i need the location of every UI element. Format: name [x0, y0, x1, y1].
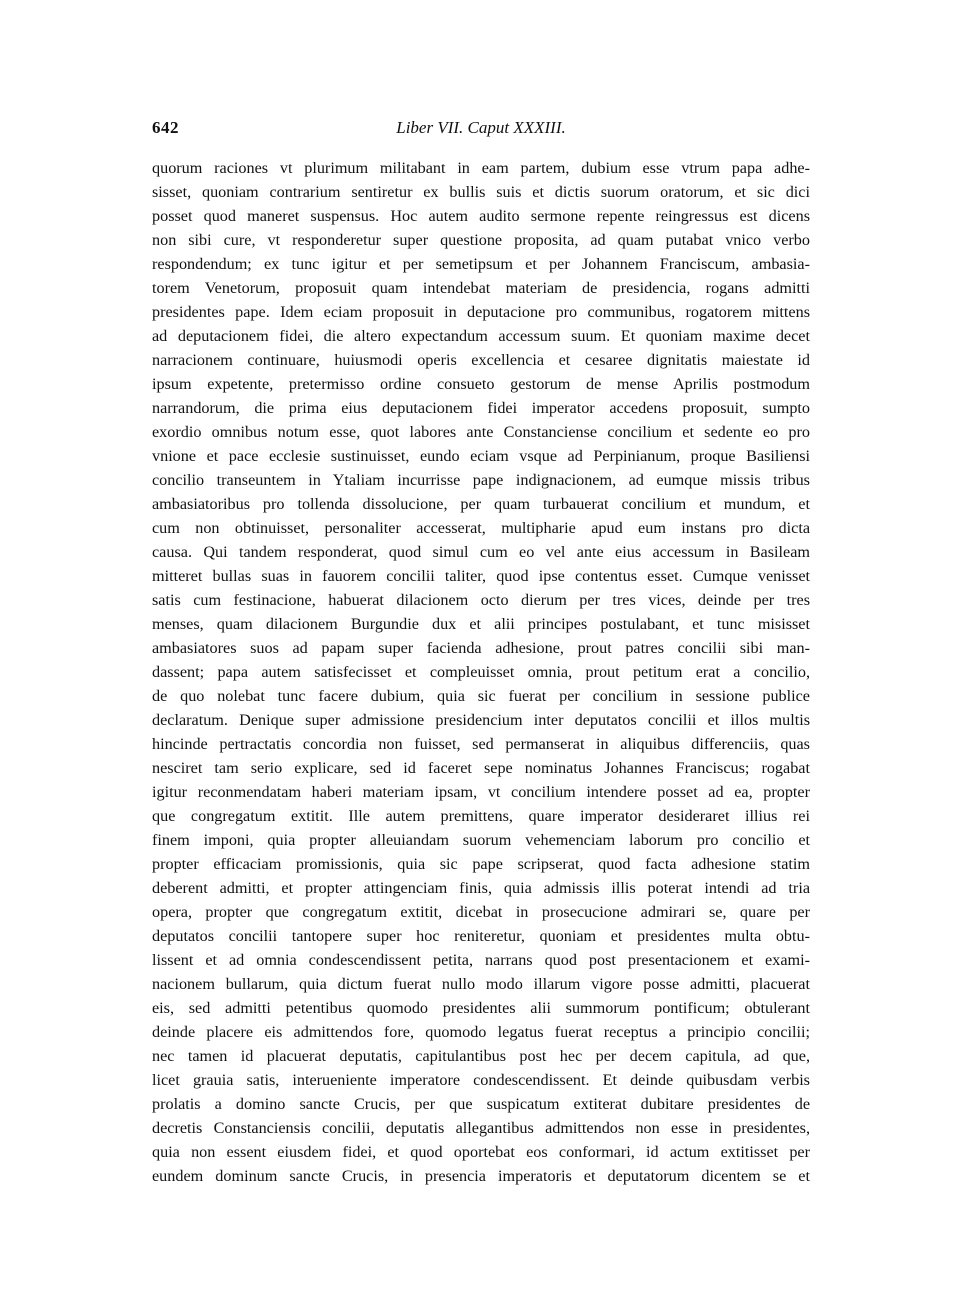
text-line: ambasiatores suos ad papam super facienda adhesione, prout patres concilii sibi man-	[152, 639, 810, 657]
text-line: igitur reconmendatam haberi materiam ipsam, vt concilium intendere posset ad ea, propter	[152, 783, 810, 801]
text-line: mitteret bullas suas in fauorem concilii taliter, quod ipse contentus esset. Cumque venisset	[152, 567, 810, 585]
text-line: ambasiatoribus pro tollenda dissolucione, per quam turbauerat concilium et mundum, et	[152, 495, 810, 513]
text-line: decretis Constanciensis concilii, deputatis allegantibus admittendos non esse in presidentes,	[152, 1119, 810, 1137]
text-line: exordio omnibus notum esse, quot labores ante Constanciense concilium et sedente eo pro	[152, 423, 810, 441]
text-line: menses, quam dilacionem Burgundie dux et alii principes postulabant, et tunc misisset	[152, 615, 810, 633]
text-line: quorum raciones vt plurimum militabant in eam partem, dubium esse vtrum papa adhe-	[152, 159, 810, 177]
text-line: ipsum expetente, pretermisso ordine consueto gestorum de mense Aprilis postmodum	[152, 375, 810, 393]
text-line: dassent; papa autem satisfecisset et compleuisset omnia, prout petitum erat a concilio,	[152, 663, 810, 681]
text-line: ad deputacionem fidei, die altero expectandum accessum suum. Et quoniam maxime decet	[152, 327, 810, 345]
text-line: respondendum; ex tunc igitur et per semetipsum et per Johannem Franciscum, ambasia-	[152, 255, 810, 273]
text-line: opera, propter que congregatum extitit, dicebat in prosecucione admirari se, quare per	[152, 903, 810, 921]
text-line: nacionem bullarum, quia dictum fuerat nullo modo illarum vigore posse admitti, placuerat	[152, 975, 810, 993]
text-line: posset quod maneret suspensus. Hoc autem audito sermone repente reingressus est dicens	[152, 207, 810, 225]
text-line: prolatis a domino sancte Crucis, per que suspicatum extiterat dubitare presidentes de	[152, 1095, 810, 1113]
text-line: propter efficaciam promissionis, quia sic pape scripserat, quod facta adhesione statim	[152, 855, 810, 873]
text-line: lissent et ad omnia condescendissent petita, narrans quod post presentacionem et exami-	[152, 951, 810, 969]
text-line: sisset, quoniam contrarium sentiretur ex bullis suis et dictis suorum oratorum, et sic dici	[152, 183, 810, 201]
page-header	[152, 118, 810, 144]
text-line: vnione et pace ecclesie sustinuisset, eundo eciam vsque ad Perpinianum, proque Basiliensi	[152, 447, 810, 465]
text-line: satis cum festinacione, habuerat dilacionem octo dierum per tres vices, deinde per tres	[152, 591, 810, 609]
text-line: cum non obtinuisset, personaliter accesserat, multipharie apud eum instans pro dicta	[152, 519, 810, 537]
text-line: causa. Qui tandem responderat, quod simul cum eo vel ante eius accessum in Basileam	[152, 543, 810, 561]
text-line: finem imponi, quia propter alleuiandam suorum vehemenciam laborum pro concilio et	[152, 831, 810, 849]
text-line: torem Venetorum, proposuit quam intendebat materiam de presidencia, rogans admitti	[152, 279, 810, 297]
page-number: 642	[152, 118, 179, 137]
text-line: narracionem continuare, huiusmodi operis excellencia et cesaree dignitatis maiestate id	[152, 351, 810, 369]
text-line: eis, sed admitti petentibus quomodo presidentes alii summorum pontificum; obtulerant	[152, 999, 810, 1017]
text-line: non sibi cure, vt responderetur super questione proposita, ad quam putabat vnico verbo	[152, 231, 810, 249]
text-line: deberent admitti, et propter attingenciam finis, quia admissis illis poterat intendi ad tria	[152, 879, 810, 897]
text-line: que congregatum extitit. Ille autem premittens, quare imperator desideraret illius rei	[152, 807, 810, 825]
running-title: Liber VII. Caput XXXIII.	[396, 118, 566, 137]
text-line: quia non essent eiusdem fidei, et quod oportebat eos conformari, id actum extitisset per	[152, 1143, 810, 1161]
text-line: nesciret tam serio explicare, sed id faceret sepe nominatus Johannes Franciscus; rogabat	[152, 759, 810, 777]
text-line: nec tamen id placuerat deputatis, capitulantibus post hec per decem capitula, ad que,	[152, 1047, 810, 1065]
text-line: deinde placere eis admittendos fore, quomodo legatus fuerat receptus a principio concilii;	[152, 1023, 810, 1041]
text-line: concilio transeuntem in Ytaliam incurrisse pape indignacionem, ad eumque missis tribus	[152, 471, 810, 489]
text-line: presidentes pape. Idem eciam proposuit in deputacione pro communibus, rogatorem mittens	[152, 303, 810, 321]
text-line: declaratum. Denique super admissione presidencium inter deputatos concilii et illos multis	[152, 711, 810, 729]
text-line: eundem dominum sancte Crucis, in presencia imperatoris et deputatorum dicentem se et	[152, 1167, 810, 1185]
text-line: de quo nolebat tunc facere dubium, quia sic fuerat per concilium in sessione publice	[152, 687, 810, 705]
text-line: narrandorum, die prima eius deputacionem fidei imperator accedens proposuit, sumpto	[152, 399, 810, 417]
text-line: hincinde pertractatis concordia non fuisset, sed permanserat in aliquibus differenciis, quas	[152, 735, 810, 753]
body-text	[152, 156, 810, 1188]
text-line: licet grauia satis, interueniente imperatore condescendissent. Et deinde quibusdam verbis	[152, 1071, 810, 1089]
text-line: deputatos concilii tantopere super hoc reniteretur, quoniam et presidentes multa obtu-	[152, 927, 810, 945]
